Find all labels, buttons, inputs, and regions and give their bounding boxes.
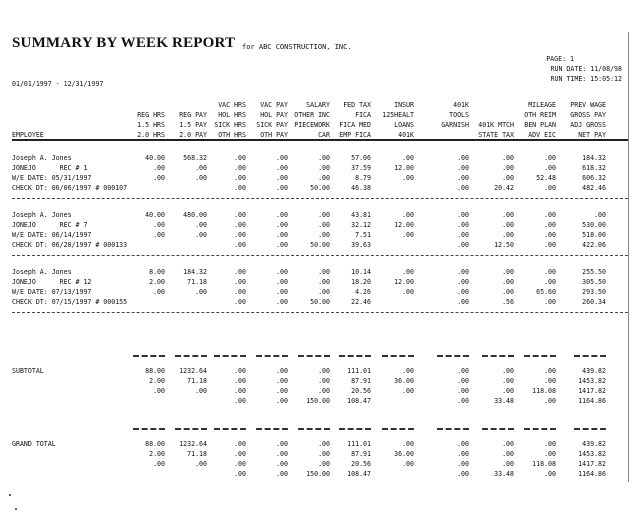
cell-vac-pay: .00: [276, 174, 288, 182]
cell-mileage: .00: [544, 164, 556, 172]
cell-mtch: .00: [502, 367, 514, 375]
cell-mtch: .00: [502, 174, 514, 182]
cell-mtch: .00: [502, 288, 514, 296]
cell-fed-tax: 46.38: [351, 184, 371, 192]
cell-fed-tax: 39.63: [351, 241, 371, 249]
column-header-vac-hrs: VAC HRS: [218, 101, 246, 109]
column-header-insur: 401K: [398, 131, 414, 139]
cell-salary: 50.00: [310, 298, 330, 306]
cell-insur: .00: [402, 231, 414, 239]
cell-vac-hrs: .00: [234, 460, 246, 468]
column-header-mtch: STATE TAX: [478, 131, 514, 139]
cell-vac-pay: .00: [276, 231, 288, 239]
run-time: RUN TIME: 15:05:12: [550, 75, 622, 83]
employee-info-line: CHECK DT: 06/06/1997 # 000107: [12, 184, 128, 192]
cell-mtch: .00: [502, 268, 514, 276]
total-underline: [175, 355, 207, 357]
column-header-reg-pay: 2.0 PAY: [179, 131, 207, 139]
cell-fed-tax: 57.06: [351, 154, 371, 162]
cell-vac-hrs: .00: [234, 221, 246, 229]
cell-reg-pay: 184.32: [183, 268, 207, 276]
column-header-mileage: ADV EIC: [528, 131, 556, 139]
cell-vac-pay: .00: [276, 268, 288, 276]
total-underline: [214, 355, 246, 357]
cell-prev: 422.06: [582, 241, 606, 249]
cell-vac-pay: .00: [276, 221, 288, 229]
total-underline: [382, 355, 414, 357]
column-header-insur: 125HEALT: [382, 111, 414, 119]
cell-k401: .00: [457, 367, 469, 375]
cell-fed-tax: 4.26: [355, 288, 371, 296]
cell-insur: .00: [402, 174, 414, 182]
cell-vac-hrs: .00: [234, 470, 246, 478]
cell-mileage: 118.08: [532, 387, 556, 395]
cell-insur: .00: [402, 211, 414, 219]
cell-prev: 1164.86: [578, 470, 606, 478]
cell-fed-tax: 8.79: [355, 174, 371, 182]
cell-k401: .00: [457, 450, 469, 458]
cell-prev: 606.32: [582, 174, 606, 182]
cell-vac-pay: .00: [276, 397, 288, 405]
column-header-reg-hrs: 1.5 HRS: [137, 121, 165, 129]
cell-vac-pay: .00: [276, 387, 288, 395]
cell-k401: .00: [457, 221, 469, 229]
column-header-vac-hrs: HOL HRS: [218, 111, 246, 119]
cell-mtch: 33.48: [494, 470, 514, 478]
column-header-reg-pay: 1.5 PAY: [179, 121, 207, 129]
column-header-prev: GROSS PAY: [570, 111, 606, 119]
column-header-mileage: MILEAGE: [528, 101, 556, 109]
total-underline: [482, 428, 514, 430]
cell-fed-tax: 20.56: [351, 387, 371, 395]
cell-mtch: .00: [502, 164, 514, 172]
cell-fed-tax: 10.14: [351, 268, 371, 276]
cell-fed-tax: 32.12: [351, 221, 371, 229]
cell-prev: 439.82: [582, 440, 606, 448]
cell-k401: .00: [457, 211, 469, 219]
page-number: PAGE: 1: [546, 55, 574, 63]
column-header-k401: 401K: [453, 101, 469, 109]
column-header-fed-tax: EMP FICA: [339, 131, 371, 139]
cell-prev: 482.46: [582, 184, 606, 192]
total-underline: [256, 355, 288, 357]
cell-salary: .00: [318, 211, 330, 219]
total-underline: [437, 355, 469, 357]
cell-prev: 293.50: [582, 288, 606, 296]
cell-prev: 618.32: [582, 164, 606, 172]
total-label: GRAND TOTAL: [12, 440, 56, 448]
cell-vac-pay: .00: [276, 211, 288, 219]
cell-reg-pay: .00: [195, 221, 207, 229]
column-header-vac-pay: SICK PAY: [256, 121, 288, 129]
margin-dot: [15, 508, 17, 510]
total-underline: [339, 428, 371, 430]
employee-info-line: JONEJO REC # 12: [12, 278, 92, 286]
column-header-reg-pay: REG PAY: [179, 111, 207, 119]
total-underline: [175, 428, 207, 430]
cell-vac-hrs: .00: [234, 397, 246, 405]
cell-reg-hrs: .00: [153, 387, 165, 395]
column-header-vac-hrs: SICK HRS: [214, 121, 246, 129]
cell-mileage: 118.08: [532, 460, 556, 468]
cell-prev: 439.82: [582, 367, 606, 375]
cell-reg-hrs: 2.00: [149, 278, 165, 286]
cell-prev: 255.50: [582, 268, 606, 276]
cell-reg-pay: .00: [195, 231, 207, 239]
cell-vac-hrs: .00: [234, 450, 246, 458]
cell-reg-pay: 480.00: [183, 211, 207, 219]
cell-insur: 36.00: [394, 377, 414, 385]
cell-k401: .00: [457, 154, 469, 162]
cell-k401: .00: [457, 470, 469, 478]
cell-insur: .00: [402, 460, 414, 468]
employee-info-line: JONEJO REC # 1: [12, 164, 88, 172]
cell-reg-pay: 568.32: [183, 154, 207, 162]
cell-reg-pay: 71.18: [187, 377, 207, 385]
cell-vac-pay: .00: [276, 154, 288, 162]
cell-mtch: 33.48: [494, 397, 514, 405]
column-header-prev: NET PAY: [578, 131, 606, 139]
total-underline: [574, 355, 606, 357]
cell-vac-pay: .00: [276, 288, 288, 296]
cell-fed-tax: 37.59: [351, 164, 371, 172]
cell-vac-pay: .00: [276, 164, 288, 172]
cell-prev: 518.00: [582, 231, 606, 239]
scan-edge-line: [628, 32, 629, 482]
column-header-vac-pay: VAC PAY: [260, 101, 288, 109]
cell-reg-hrs: 88.00: [145, 440, 165, 448]
cell-insur: .00: [402, 367, 414, 375]
cell-vac-hrs: .00: [234, 440, 246, 448]
cell-k401: .00: [457, 241, 469, 249]
column-header-k401: GARNISH: [441, 121, 469, 129]
cell-vac-hrs: .00: [234, 288, 246, 296]
cell-mileage: 65.60: [536, 288, 556, 296]
cell-reg-pay: 71.18: [187, 450, 207, 458]
cell-k401: .00: [457, 298, 469, 306]
cell-k401: .00: [457, 460, 469, 468]
cell-vac-pay: .00: [276, 450, 288, 458]
cell-prev: .00: [594, 211, 606, 219]
cell-salary: .00: [318, 268, 330, 276]
cell-reg-hrs: .00: [153, 460, 165, 468]
cell-prev: 184.32: [582, 154, 606, 162]
cell-vac-pay: .00: [276, 241, 288, 249]
employee-info-line: CHECK DT: 06/20/1997 # 000133: [12, 241, 128, 249]
cell-salary: 150.00: [306, 470, 330, 478]
cell-prev: 260.34: [582, 298, 606, 306]
cell-insur: 12.00: [394, 164, 414, 172]
cell-mtch: .00: [502, 231, 514, 239]
cell-salary: .00: [318, 387, 330, 395]
column-header-salary: PIECEWORK: [294, 121, 330, 129]
cell-mtch: .00: [502, 221, 514, 229]
employee-info-line: W/E DATE: 07/13/1997: [12, 288, 92, 296]
cell-salary: 150.00: [306, 397, 330, 405]
cell-fed-tax: 18.20: [351, 278, 371, 286]
cell-insur: .00: [402, 154, 414, 162]
report-title: SUMMARY BY WEEK REPORT: [12, 35, 236, 51]
total-underline: [524, 355, 556, 357]
cell-vac-pay: .00: [276, 278, 288, 286]
column-header-reg-hrs: 2.0 HRS: [137, 131, 165, 139]
cell-k401: .00: [457, 397, 469, 405]
column-header-reg-hrs: REG HRS: [137, 111, 165, 119]
column-header-employee: EMPLOYEE: [12, 131, 44, 139]
column-header-salary: CAR: [318, 131, 330, 139]
cell-fed-tax: 108.47: [347, 470, 371, 478]
cell-vac-hrs: .00: [234, 387, 246, 395]
cell-mileage: .00: [544, 154, 556, 162]
cell-reg-hrs: 88.00: [145, 367, 165, 375]
total-underline: [298, 428, 330, 430]
cell-insur: 36.00: [394, 450, 414, 458]
cell-reg-hrs: .00: [153, 174, 165, 182]
total-underline: [524, 428, 556, 430]
cell-mtch: .00: [502, 278, 514, 286]
cell-vac-hrs: .00: [234, 268, 246, 276]
cell-mileage: .00: [544, 184, 556, 192]
cell-reg-hrs: .00: [153, 221, 165, 229]
cell-insur: .00: [402, 440, 414, 448]
cell-mtch: .00: [502, 387, 514, 395]
total-underline: [437, 428, 469, 430]
cell-vac-pay: .00: [276, 460, 288, 468]
record-separator: [12, 312, 628, 313]
cell-mtch: .00: [502, 460, 514, 468]
total-label: SUBTOTAL: [12, 367, 44, 375]
cell-mileage: .00: [544, 367, 556, 375]
cell-reg-hrs: .00: [153, 231, 165, 239]
cell-mileage: .00: [544, 450, 556, 458]
cell-salary: 50.00: [310, 241, 330, 249]
record-separator: [12, 255, 628, 256]
cell-fed-tax: 7.51: [355, 231, 371, 239]
cell-prev: 530.00: [582, 221, 606, 229]
cell-prev: 1164.86: [578, 397, 606, 405]
cell-k401: .00: [457, 174, 469, 182]
cell-fed-tax: 87.91: [351, 450, 371, 458]
cell-vac-hrs: .00: [234, 164, 246, 172]
employee-info-line: Joseph A. Jones: [12, 154, 72, 162]
column-header-fed-tax: FICA: [355, 111, 371, 119]
cell-vac-hrs: .00: [234, 154, 246, 162]
cell-reg-pay: .00: [195, 288, 207, 296]
total-underline: [482, 355, 514, 357]
column-header-insur: INSUR: [394, 101, 414, 109]
cell-vac-pay: .00: [276, 184, 288, 192]
column-header-fed-tax: FED TAX: [343, 101, 371, 109]
cell-salary: .00: [318, 440, 330, 448]
cell-mtch: 12.50: [494, 241, 514, 249]
column-header-fed-tax: FICA MED: [339, 121, 371, 129]
margin-dot: [9, 494, 11, 496]
total-underline: [574, 428, 606, 430]
cell-k401: .00: [457, 377, 469, 385]
employee-info-line: W/E DATE: 05/31/1997: [12, 174, 92, 182]
cell-salary: .00: [318, 174, 330, 182]
cell-mileage: 52.48: [536, 174, 556, 182]
column-header-salary: SALARY: [306, 101, 330, 109]
column-header-mileage: BEN PLAN: [524, 121, 556, 129]
cell-mileage: .00: [544, 268, 556, 276]
column-header-vac-pay: OTH PAY: [260, 131, 288, 139]
cell-k401: .00: [457, 288, 469, 296]
cell-mtch: .00: [502, 377, 514, 385]
total-underline: [133, 355, 165, 357]
total-underline: [133, 428, 165, 430]
cell-fed-tax: 111.01: [347, 440, 371, 448]
cell-reg-hrs: 8.00: [149, 268, 165, 276]
cell-mileage: .00: [544, 298, 556, 306]
cell-mtch: .00: [502, 440, 514, 448]
cell-vac-pay: .00: [276, 298, 288, 306]
cell-mtch: .00: [502, 450, 514, 458]
total-underline: [382, 428, 414, 430]
cell-k401: .00: [457, 387, 469, 395]
cell-prev: 1453.82: [578, 377, 606, 385]
column-header-prev: PREV WAGE: [570, 101, 606, 109]
cell-vac-hrs: .00: [234, 241, 246, 249]
cell-mileage: .00: [544, 377, 556, 385]
cell-mileage: .00: [544, 221, 556, 229]
cell-mileage: .00: [544, 241, 556, 249]
cell-insur: .00: [402, 387, 414, 395]
total-underline: [214, 428, 246, 430]
cell-reg-pay: .00: [195, 387, 207, 395]
cell-salary: .00: [318, 367, 330, 375]
cell-prev: 1417.82: [578, 460, 606, 468]
cell-salary: .00: [318, 154, 330, 162]
cell-salary: .00: [318, 231, 330, 239]
column-header-vac-pay: HOL PAY: [260, 111, 288, 119]
cell-k401: .00: [457, 268, 469, 276]
cell-mileage: .00: [544, 397, 556, 405]
column-header-mtch: 401K MTCH: [478, 121, 514, 129]
employee-info-line: JONEJO REC # 7: [12, 221, 88, 229]
employee-info-line: CHECK DT: 07/15/1997 # 000155: [12, 298, 128, 306]
cell-insur: 12.00: [394, 221, 414, 229]
cell-reg-hrs: 2.00: [149, 377, 165, 385]
cell-vac-hrs: .00: [234, 211, 246, 219]
date-range: 01/01/1997 - 12/31/1997: [12, 80, 104, 88]
cell-reg-hrs: .00: [153, 164, 165, 172]
employee-info-line: W/E DATE: 06/14/1997: [12, 231, 92, 239]
column-header-vac-hrs: OTH HRS: [218, 131, 246, 139]
cell-prev: 1417.82: [578, 387, 606, 395]
cell-vac-hrs: .00: [234, 184, 246, 192]
cell-reg-pay: .00: [195, 164, 207, 172]
cell-k401: .00: [457, 278, 469, 286]
cell-mileage: .00: [544, 470, 556, 478]
cell-reg-pay: 1232.64: [179, 440, 207, 448]
cell-fed-tax: 22.46: [351, 298, 371, 306]
cell-prev: 1453.82: [578, 450, 606, 458]
company-name: for ABC CONSTRUCTION, INC.: [242, 43, 352, 51]
cell-mtch: .00: [502, 211, 514, 219]
total-underline: [256, 428, 288, 430]
cell-fed-tax: 111.01: [347, 367, 371, 375]
cell-mtch: .56: [502, 298, 514, 306]
cell-vac-pay: .00: [276, 470, 288, 478]
cell-salary: .00: [318, 288, 330, 296]
cell-vac-hrs: .00: [234, 231, 246, 239]
cell-mtch: .00: [502, 154, 514, 162]
cell-vac-hrs: .00: [234, 174, 246, 182]
cell-reg-hrs: .00: [153, 288, 165, 296]
cell-k401: .00: [457, 184, 469, 192]
cell-reg-hrs: 40.00: [145, 154, 165, 162]
cell-salary: .00: [318, 278, 330, 286]
cell-mileage: .00: [544, 278, 556, 286]
cell-fed-tax: 43.81: [351, 211, 371, 219]
run-date: RUN DATE: 11/08/98: [550, 65, 622, 73]
cell-salary: .00: [318, 377, 330, 385]
cell-reg-pay: .00: [195, 174, 207, 182]
employee-info-line: Joseph A. Jones: [12, 211, 72, 219]
cell-fed-tax: 20.56: [351, 460, 371, 468]
cell-prev: 305.50: [582, 278, 606, 286]
cell-vac-pay: .00: [276, 440, 288, 448]
cell-mileage: .00: [544, 440, 556, 448]
column-header-insur: LOANS: [394, 121, 414, 129]
cell-k401: .00: [457, 440, 469, 448]
cell-insur: 12.00: [394, 278, 414, 286]
cell-insur: .00: [402, 268, 414, 276]
cell-vac-hrs: .00: [234, 377, 246, 385]
cell-reg-hrs: 2.00: [149, 450, 165, 458]
cell-vac-hrs: .00: [234, 367, 246, 375]
cell-salary: .00: [318, 221, 330, 229]
cell-salary: .00: [318, 450, 330, 458]
header-double-rule: [12, 139, 628, 141]
cell-reg-pay: .00: [195, 460, 207, 468]
cell-mtch: 20.42: [494, 184, 514, 192]
cell-salary: .00: [318, 460, 330, 468]
cell-k401: .00: [457, 164, 469, 172]
cell-salary: 50.00: [310, 184, 330, 192]
cell-vac-hrs: .00: [234, 278, 246, 286]
column-header-salary: OTHER INC: [294, 111, 330, 119]
employee-info-line: Joseph A. Jones: [12, 268, 72, 276]
cell-mileage: .00: [544, 211, 556, 219]
cell-reg-pay: 1232.64: [179, 367, 207, 375]
column-header-k401: TOOLS: [449, 111, 469, 119]
cell-reg-hrs: 40.00: [145, 211, 165, 219]
cell-vac-pay: .00: [276, 367, 288, 375]
cell-fed-tax: 87.91: [351, 377, 371, 385]
total-underline: [339, 355, 371, 357]
cell-fed-tax: 108.47: [347, 397, 371, 405]
total-underline: [298, 355, 330, 357]
cell-vac-pay: .00: [276, 377, 288, 385]
cell-vac-hrs: .00: [234, 298, 246, 306]
cell-reg-pay: 71.18: [187, 278, 207, 286]
cell-mileage: .00: [544, 231, 556, 239]
record-separator: [12, 198, 628, 199]
cell-salary: .00: [318, 164, 330, 172]
cell-insur: .00: [402, 288, 414, 296]
cell-k401: .00: [457, 231, 469, 239]
column-header-prev: ADJ GROSS: [570, 121, 606, 129]
column-header-mileage: OTH REIM: [524, 111, 556, 119]
